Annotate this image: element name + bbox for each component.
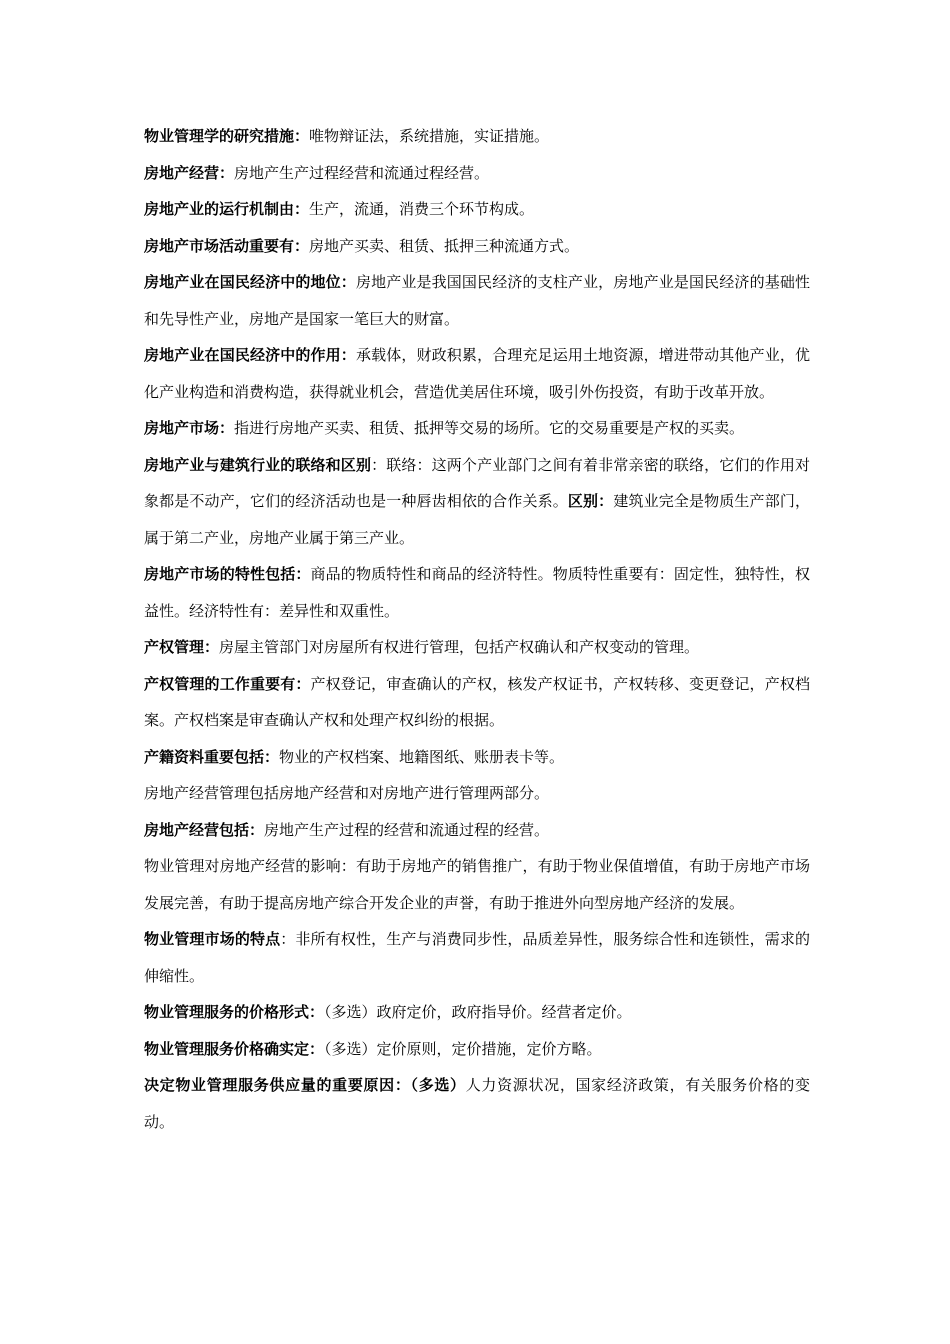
paragraph-property-rights-work xyxy=(144,666,810,739)
paragraph-real-estate-operation xyxy=(144,155,810,192)
paragraph-management-market-features xyxy=(144,921,810,994)
term-label: 物业管理服务价格确实定： xyxy=(144,1039,325,1058)
paragraph-price-forms xyxy=(144,994,810,1031)
paragraph-management-impact xyxy=(144,848,810,921)
definition-text: 生产，流通，消费三个环节构成。 xyxy=(309,200,535,218)
term-label: 决定物业管理服务供应量的重要原因：（多选） xyxy=(144,1076,466,1094)
term-label: 房地产业的运行机制由： xyxy=(144,200,310,218)
term-label: 房地产市场活动重要有： xyxy=(144,236,310,255)
paragraph-operation-includes xyxy=(144,812,810,849)
definition-text: （多选）政府定价，政府指导价。经营者定价。 xyxy=(324,1003,632,1021)
definition-text: 房屋主管部门对房屋所有权进行管理，包括产权确认和产权变动的管理。 xyxy=(219,638,700,656)
definition-text: 房地产生产过程经营和流通过程经营。 xyxy=(234,163,490,182)
term-label: 产籍资料重要包括： xyxy=(144,747,280,766)
definition-text: 唯物辩证法，系统措施，实证措施。 xyxy=(309,127,550,145)
term-label: 房地产市场的特性包括： xyxy=(144,565,311,583)
definition-text: 商品的物质特性和商品的经济特性。物质特性重要有：固定性，独特性，权益性。经济特性有：差异性和双重性。 xyxy=(144,565,810,620)
paragraph-market-activities xyxy=(144,228,810,265)
definition-text: 房地产业是我国国民经济的支柱产业，房地产业是国民经济的基础性和先导性产业，房地产是国家一笔巨大的财富。 xyxy=(144,273,810,328)
definition-text-difference: 建筑业完全是物质生产部门，属于第二产业，房地产业属于第三产业。 xyxy=(144,492,810,547)
paragraph-economic-status xyxy=(144,264,810,337)
definition-text: 物业管理对房地产经营的影响：有助于房地产的销售推广，有助于物业保值增值，有助于房地产市场发展完善，有助于提高房地产综合开发企业的声誉，有助于推进外向型房地产经济的发展。 xyxy=(144,857,810,912)
term-label-difference: 区别： xyxy=(567,492,614,510)
definition-text: ：联络：这两个产业部门之间有着非常亲密的联络，它们的作用对象都是不动产，它们的经济活动也是一种唇齿相依的合作关系。 xyxy=(144,455,810,510)
paragraph-operation-management xyxy=(144,775,810,812)
paragraph-supply-factors xyxy=(144,1067,810,1140)
paragraph-property-records xyxy=(144,739,810,776)
definition-text: ：非所有权性，生产与消费同步性，品质差异性，服务综合性和连锁性，需求的伸缩性。 xyxy=(144,930,810,985)
definition-text: 物业的产权档案、地籍图纸、账册表卡等。 xyxy=(279,747,565,766)
paragraph-construction-relation xyxy=(144,447,810,557)
definition-text: 人力资源状况，国家经济政策，有关服务价格的变动。 xyxy=(144,1076,810,1131)
paragraph-property-rights-management xyxy=(144,629,810,666)
paragraph-price-determination xyxy=(144,1031,810,1068)
term-label: 物业管理服务的价格形式： xyxy=(144,1003,325,1021)
paragraph-market-characteristics xyxy=(144,556,810,629)
term-label: 物业管理市场的特点 xyxy=(144,930,281,948)
term-label: 房地产业与建筑行业的联络和区别 xyxy=(144,455,372,474)
definition-text: 指进行房地产买卖、租赁、抵押等交易的场所。它的交易重要是产权的买卖。 xyxy=(234,419,745,437)
paragraph-operating-mechanism xyxy=(144,191,810,228)
term-label: 房地产业在国民经济中的作用： xyxy=(144,346,356,364)
document-page xyxy=(144,118,810,1140)
paragraph-economic-role xyxy=(144,337,810,410)
definition-text: 房地产经营管理包括房地产经营和对房地产进行管理两部分。 xyxy=(144,784,550,802)
paragraph-research-methods xyxy=(144,118,810,155)
term-label: 房地产经营： xyxy=(144,163,235,182)
term-label: 物业管理学的研究措施： xyxy=(144,127,310,145)
term-label: 房地产经营包括： xyxy=(144,820,265,839)
definition-text: 房地产生产过程的经营和流通过程的经营。 xyxy=(264,820,550,839)
definition-text: （多选）定价原则，定价措施，定价方略。 xyxy=(324,1039,602,1058)
definition-text: 产权登记，审查确认的产权，核发产权证书，产权转移、变更登记，产权档案。产权档案是审查确认产权和处理产权纠纷的根据。 xyxy=(144,674,810,729)
definition-text: 承载体，财政积累，合理充足运用土地资源，增进带动其他产业，优化产业构造和消费构造，获得就业机会，营造优美居住环境，吸引外伤投资，有助于改革开放。 xyxy=(144,346,810,401)
term-label: 产权管理： xyxy=(144,638,220,656)
term-label: 房地产业在国民经济中的地位： xyxy=(144,273,356,291)
definition-text: 房地产买卖、租赁、抵押三种流通方式。 xyxy=(309,236,580,255)
term-label: 产权管理的工作重要有： xyxy=(144,674,311,693)
paragraph-real-estate-market xyxy=(144,410,810,447)
term-label: 房地产市场： xyxy=(144,419,235,437)
